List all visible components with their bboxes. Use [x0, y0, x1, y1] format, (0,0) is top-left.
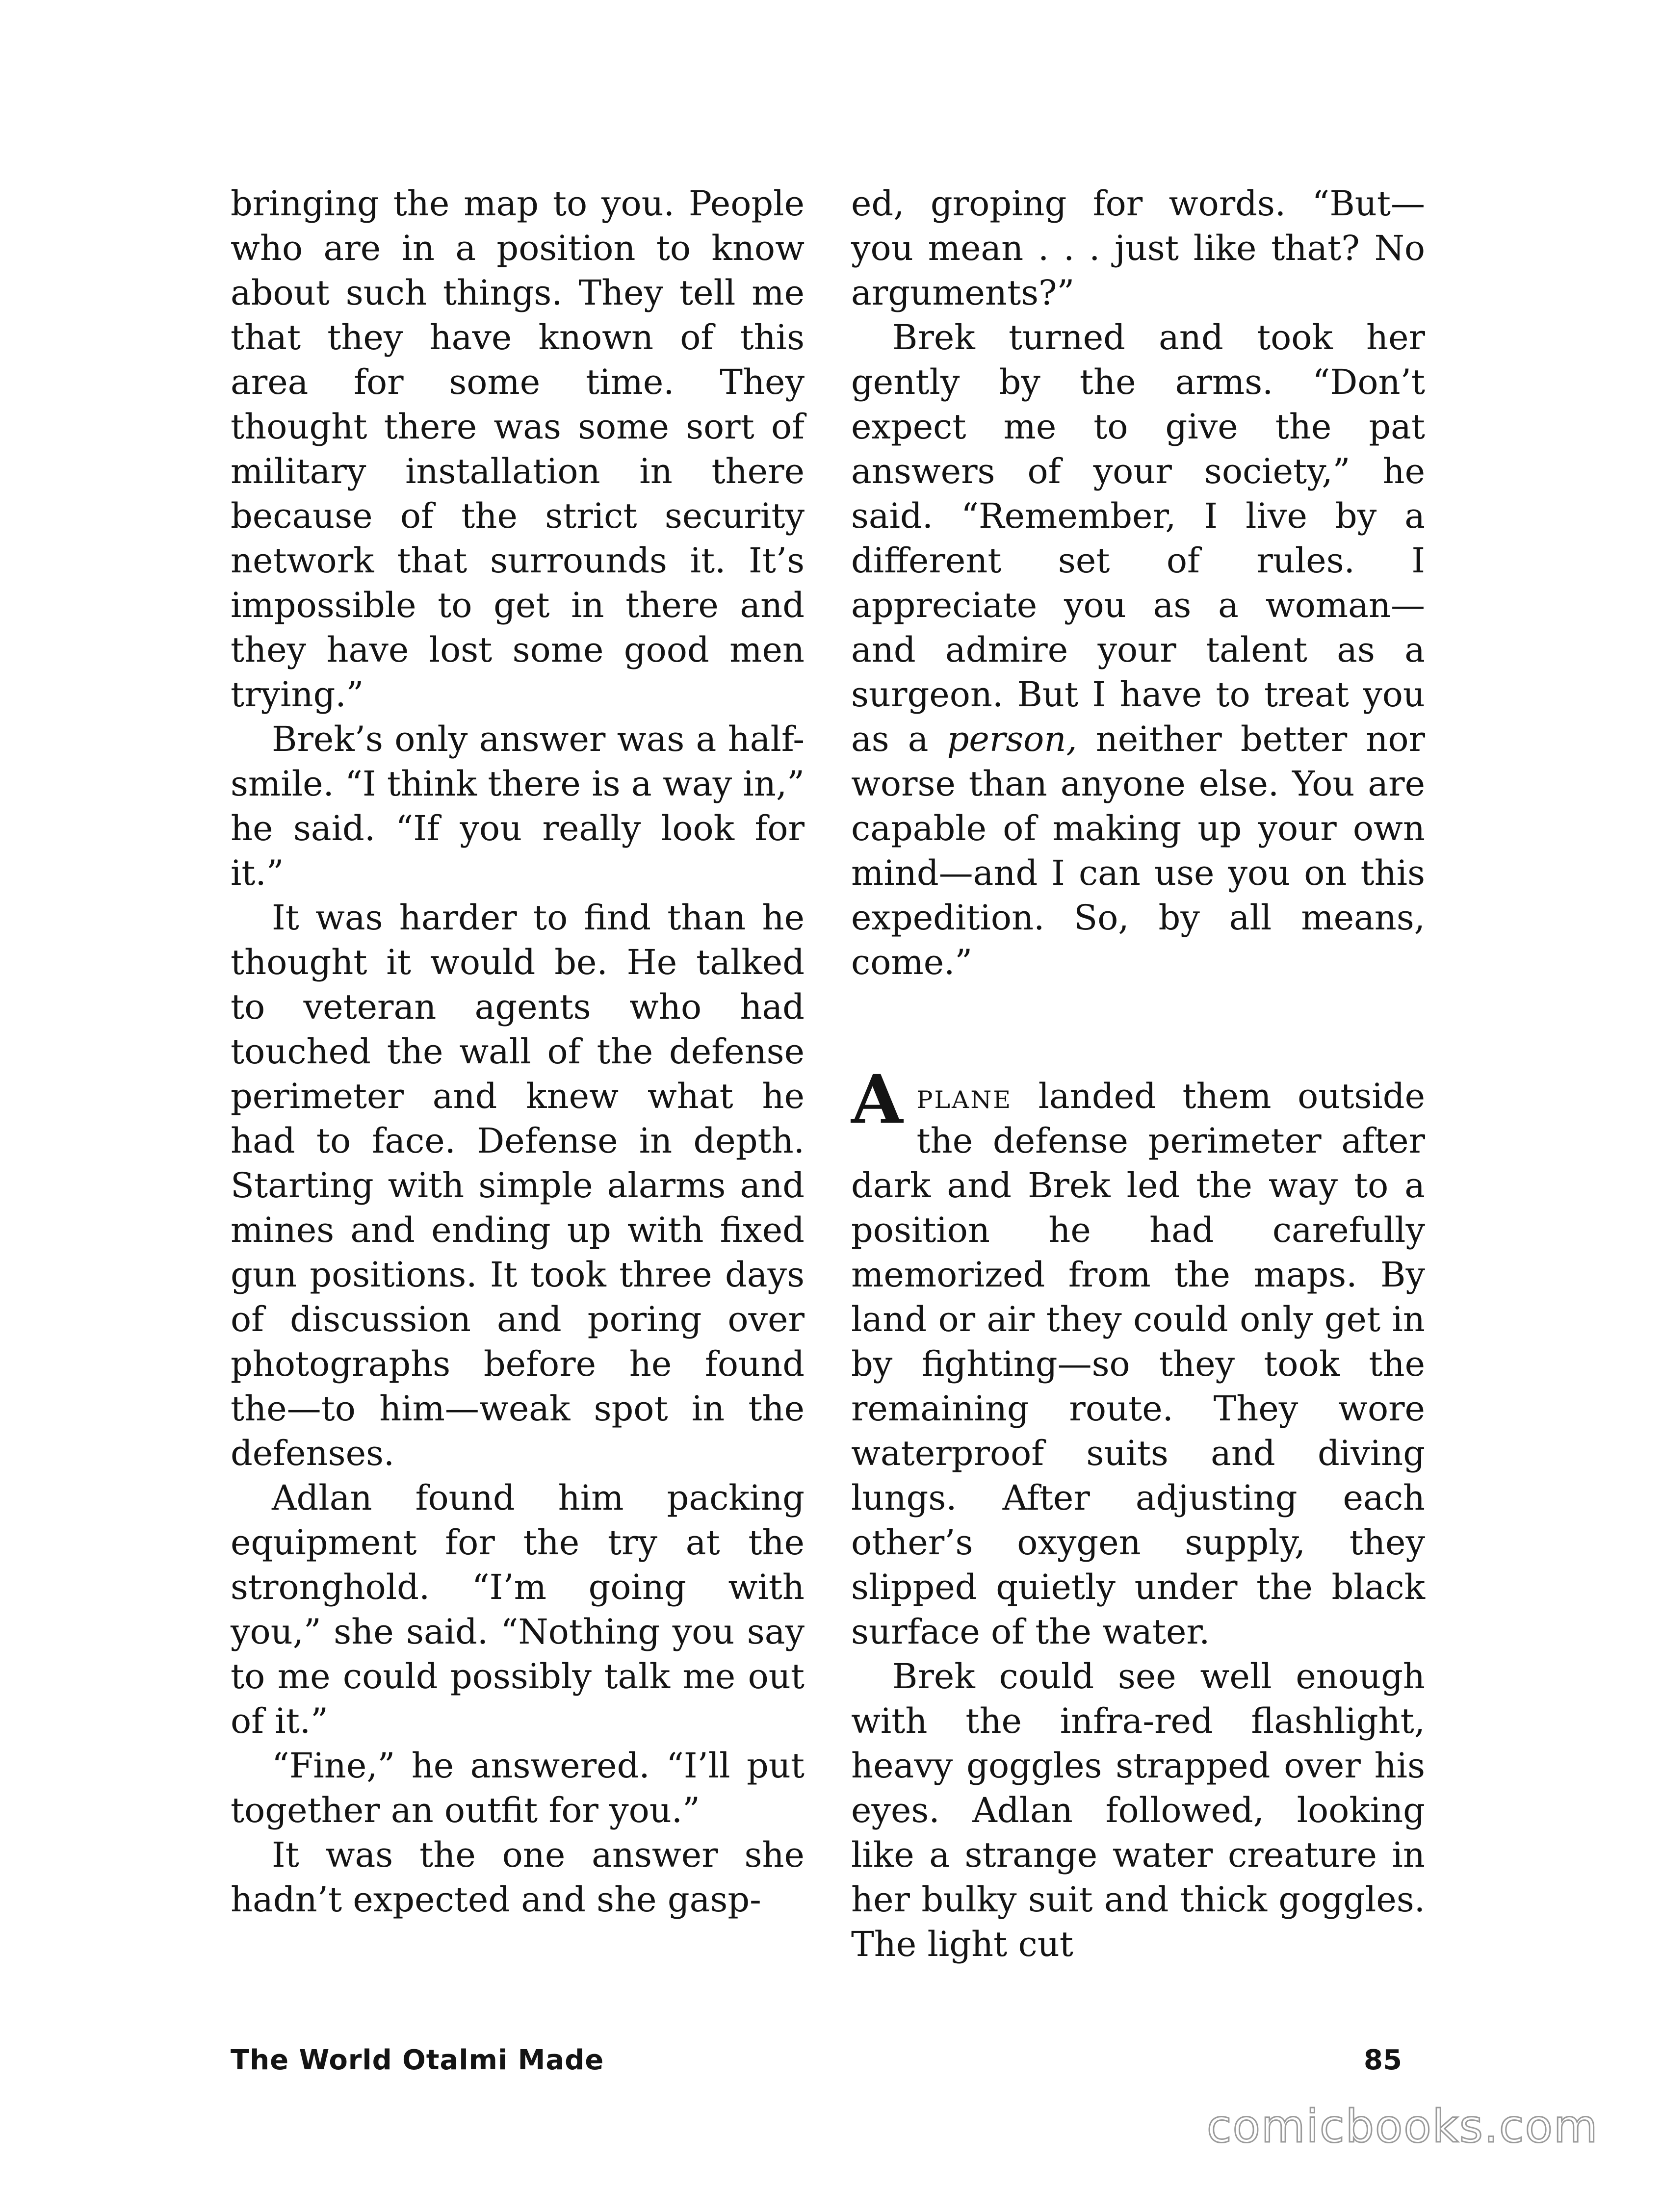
right-column	[851, 181, 1425, 1967]
paragraph: Brek could see well enough with the infra-red flashlight, heavy goggles strapped over his eyes. Adlan followed, looking like a strange water creature in her bulky suit and thick goggles. The light cut	[851, 1656, 1425, 1964]
paragraph: It was the one answer she hadn’t expected and she gasp-	[231, 1835, 805, 1920]
section-break	[851, 985, 1425, 1074]
small-caps-lead: plane	[916, 1076, 1013, 1116]
paragraph: “Fine,” he answered. “I’ll put together an outfit for you.”	[231, 1746, 805, 1830]
emphasis-text: person,	[947, 719, 1077, 759]
paragraph: Brek’s only answer was a half-smile. “I think there is a way in,” he said. “If you really look for it.”	[231, 719, 805, 893]
running-footer-title: The World Otalmi Made	[231, 2044, 604, 2076]
page-number: 85	[1364, 2044, 1402, 2076]
left-column	[231, 181, 805, 1922]
watermark: comicbooks.com	[1207, 2100, 1599, 2153]
paragraph: Adlan found him packing equipment for the try at the stronghold. “I’m going with you,” she said. “Nothing you say to me could possibly talk me out of it.”	[231, 1478, 805, 1741]
paragraph: It was harder to find than he thought it would be. He talked to veteran agents who had touched the wall of the defense perimeter and knew what he had to face. Defense in depth. Starting with simple alarms and mines and ending up with fixed gun positions. It took three days of discussion and poring over photographs before he found the—to him—weak spot in the defenses.	[231, 898, 805, 1473]
paragraph	[851, 315, 1425, 985]
paragraph-text: neither better nor worse than anyone else. You are capable of making up your own mind—and I can use you on this expedition. So, by all means, come.”	[851, 719, 1425, 982]
paragraph: ed, groping for words. “But—you mean . . . just like that? No arguments?”	[851, 183, 1425, 313]
drop-cap: A	[851, 1060, 903, 1139]
paragraph-text: landed them outside the defense perimeter after dark and Brek led the way to a position he had carefully memorized from the maps. By land or air they could only get in by fighting—so they took the remaining route. They wore waterproof suits and diving lungs. After adjusting each other’s oxygen supply, they slipped quietly under the black surface of the water.	[851, 1076, 1425, 1652]
paragraph: bringing the map to you. People who are in a position to know about such things. They tell me that they have known of this area for some time. They thought there was some sort of military installation in there because of the strict security network that surrounds it. It’s impossible to get in there and they have lost some good men trying.”	[231, 183, 805, 715]
section-opening-paragraph	[851, 1060, 1425, 1654]
paragraph-text: Brek turned and took her gently by the arms. “Don’t expect me to give the pat answers of your society,” he said. “Remember, I live by a different set of rules. I appreciate you as a woman—and admire your talent as a surgeon. But I have to treat you as a	[851, 317, 1425, 759]
